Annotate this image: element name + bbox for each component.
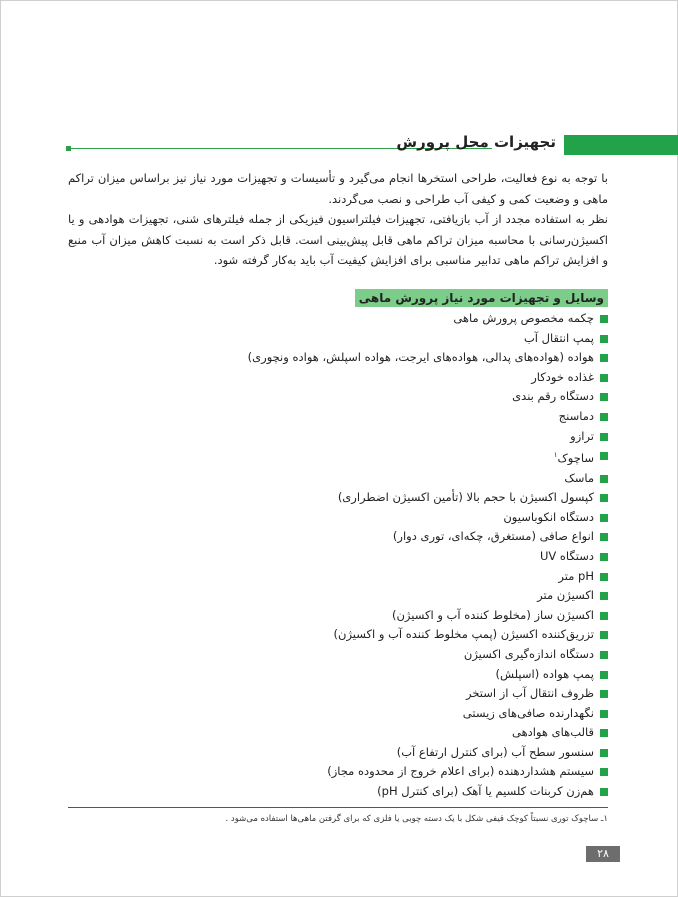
bullet-square-icon [600,335,608,343]
list-item [88,348,608,368]
list-item [88,387,608,407]
section-header [66,134,678,156]
list-item-label: دماسنج [558,408,594,423]
list-item [88,508,608,528]
header-accent-bar [564,135,678,155]
bullet-square-icon [600,631,608,639]
list-item [88,368,608,388]
list-item-label: سنسور سطح آب (برای کنترل ارتفاع آب) [396,744,594,759]
list-item-label: ماسک [564,470,594,485]
list-item-label: تزریق‌کننده اکسیژن (پمپ مخلوط کننده آب و اکسیژن) [333,627,594,642]
bullet-square-icon [600,573,608,581]
list-item-label: انواع صافی (مستغرق، چکه‌ای، توری دوار) [392,529,594,544]
list-item-label: پمپ هواده (اسپلش) [495,666,594,681]
list-item [88,427,608,447]
list-item [88,782,608,802]
list-item [88,407,608,427]
footnote-marker: ۱ [553,451,558,460]
equipment-list [88,309,608,802]
bullet-square-icon [600,671,608,679]
bullet-square-icon [600,651,608,659]
bullet-square-icon [600,452,608,460]
list-item [88,606,608,626]
page-number: ۲۸ [586,846,620,862]
list-item [88,527,608,547]
bullet-square-icon [600,514,608,522]
list-item-label: پمپ انتقال آب [523,330,594,345]
list-item-label: pH متر [558,568,594,583]
footnote-rule [68,807,608,808]
header-rule-end [66,146,71,151]
bullet-square-icon [600,690,608,698]
section-title: تجهیزات محل پرورش [396,133,556,151]
list-title: وسایل و تجهیزات مورد نیاز پرورش ماهی [355,289,608,307]
list-item [88,469,608,489]
bullet-square-icon [600,413,608,421]
bullet-square-icon [600,749,608,757]
list-item [88,743,608,763]
list-item-label: دستگاه رقم بندی [512,389,594,404]
bullet-square-icon [600,768,608,776]
bullet-square-icon [600,612,608,620]
list-item [88,446,608,468]
list-item-label: هم‌زن کربنات کلسیم یا آهک (برای کنترل pH) [377,784,594,799]
bullet-square-icon [600,374,608,382]
list-item-label: ظروف انتقال آب از استخر [466,686,594,701]
list-item [88,488,608,508]
list-item-label: دستگاه اندازه‌گیری اکسیژن [463,646,594,661]
bullet-square-icon [600,393,608,401]
list-item [88,704,608,724]
list-item-label: کپسول اکسیژن با حجم بالا (تأمین اکسیژن اضطراری) [337,490,594,505]
list-item-label: چکمه مخصوص پرورش ماهی [453,311,594,325]
list-item [88,329,608,349]
list-item-label: اکسیژن ساز (مخلوط کننده آب و اکسیژن) [392,607,594,622]
list-item-label: دستگاه انکوباسیون [503,509,594,524]
list-item [88,684,608,704]
bullet-square-icon [600,592,608,600]
list-item [88,586,608,606]
list-item-label: غذاده خودکار [531,369,594,384]
footnote: ۱ـ ساچوک توری نسبتاً کوچک قیفی شکل با یک دسته چوبی یا فلزی که برای گرفتن ماهی‌ها استفاده می‌شود . [225,814,608,824]
list-item-label: ترازو [570,428,594,443]
bullet-square-icon [600,729,608,737]
intro-text [68,168,608,271]
bullet-square-icon [600,533,608,541]
list-item-label: اکسیژن متر [537,588,594,603]
intro-paragraph-2: نظر به استفاده مجدد از آب بازیافتی، تجهیزات فیلتراسیون فیزیکی از جمله فیلترهای شنی، تجهیزات هوادهی و یا اکسیژن‌رسانی با محاسبه میزان تراکم ماهی قابل پیش‌بینی است. قابل ذکر است به نسبت کاهش میزان آب منبع و افزایش تراکم ماهی تدابیر مناسبی برای افزایش کیفیت آب باید به‌کار گرفته شود. [68,212,608,267]
bullet-square-icon [600,553,608,561]
bullet-square-icon [600,788,608,796]
bullet-square-icon [600,315,608,323]
bullet-square-icon [600,710,608,718]
list-item-label: هواده (هواده‌های پدالی، هواده‌های ایرجت، هواده اسپلش، هواده ونچوری) [247,350,594,365]
list-item-label: ساچوک [557,450,594,465]
list-item [88,762,608,782]
list-item-label: دستگاه UV [539,548,594,563]
list-item [88,567,608,587]
list-item [88,309,608,329]
bullet-square-icon [600,354,608,362]
list-item [88,625,608,645]
list-item-label: نگهدارنده صافی‌های زیستی [462,705,594,720]
list-item-label: سیستم هشداردهنده (برای اعلام خروج از محدوده مجاز) [327,764,594,779]
intro-paragraph-1: با توجه به نوع فعالیت، طراحی استخرها انجام می‌گیرد و تأسیسات و تجهیزات مورد نیاز نیز براساس میزان تراکم ماهی و وضعیت کمی و کیفی آب طراحی و نصب می‌گردند. [68,171,608,206]
bullet-square-icon [600,494,608,502]
list-item-label: قالب‌های هوادهی [512,725,594,740]
list-item [88,665,608,685]
list-item [88,645,608,665]
list-item [88,547,608,567]
list-item [88,723,608,743]
bullet-square-icon [600,433,608,441]
bullet-square-icon [600,475,608,483]
